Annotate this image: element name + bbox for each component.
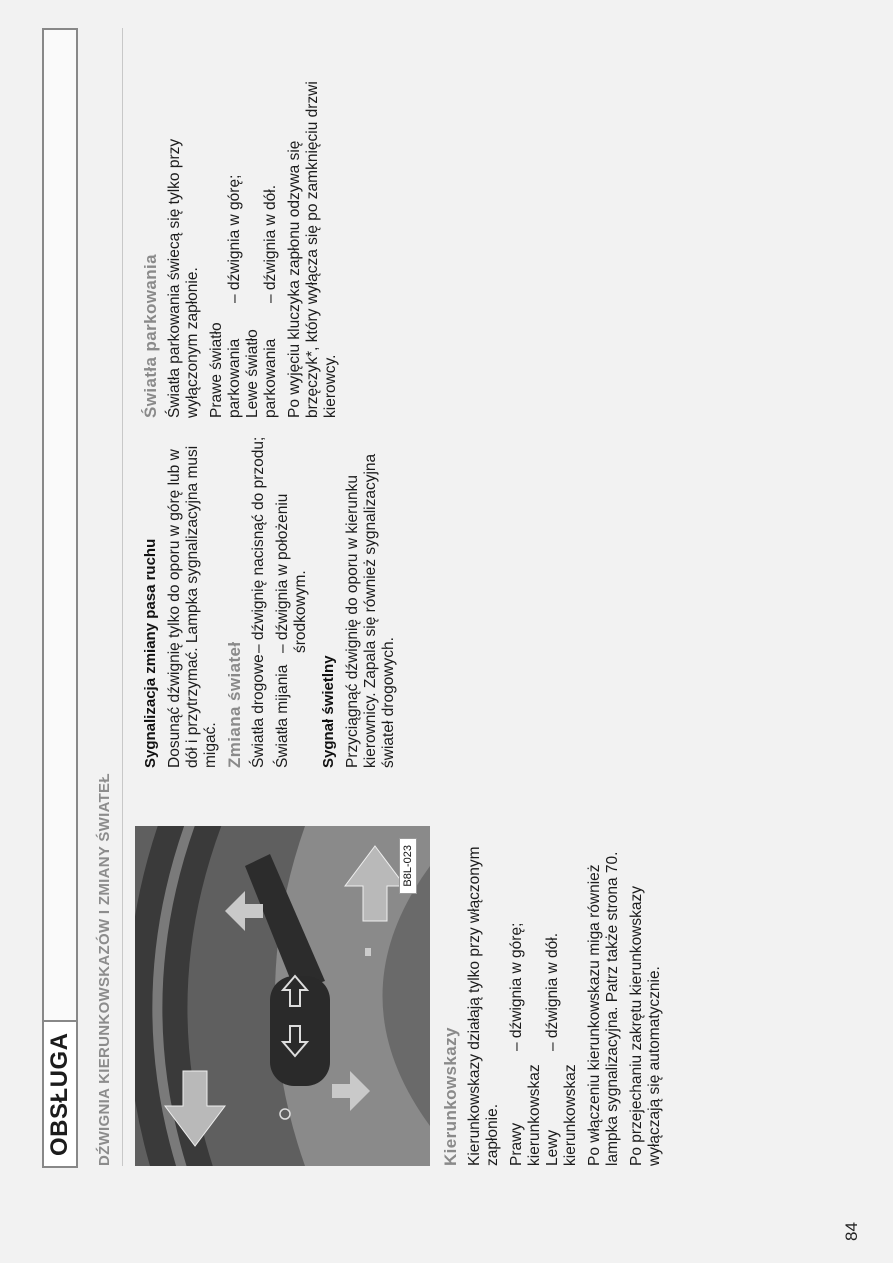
lever-illustration bbox=[135, 826, 430, 1166]
paragraph: Po włączeniu kierunkowskazu miga również lampka sygnalizacyjna. Patrz także strona 70. bbox=[586, 851, 621, 1166]
row-value: – dźwignię nacisnąć do przodu; bbox=[250, 436, 267, 653]
paragraph: Po przejechaniu zakrętu kierunkowskazy wyłączają się automatycznie. bbox=[628, 886, 663, 1166]
row-key: Lewe światło parkowania bbox=[244, 329, 279, 418]
row-key: Światła mijania bbox=[274, 664, 291, 768]
paragraph: Światła parkowania świecą się tylko przy wyłączonym zapłonie. bbox=[166, 138, 201, 418]
heading-swiatla-parkowania: Światła parkowania bbox=[141, 253, 160, 418]
table-row bbox=[208, 78, 244, 418]
column-swiatla-parkowania bbox=[142, 78, 346, 418]
row-value: – dźwignia w położeniu środkowym. bbox=[274, 493, 309, 653]
paragraph: Dosunąć dźwignię tylko do oporu w górę lub w dół i przytrzymać. Lampka sygnalizacyjna musi migać. bbox=[166, 445, 219, 768]
row-key: Światła drogowe bbox=[250, 654, 267, 768]
heading-sygnalizacja: Sygnalizacja zmiany pasa ruchu bbox=[142, 538, 159, 768]
heading-sygnal-swietlny: Sygnał świetlny bbox=[320, 655, 337, 768]
section-divider bbox=[122, 28, 123, 1166]
lever-photo bbox=[135, 826, 430, 1166]
row-value: – dźwignia w górę; bbox=[508, 922, 525, 1051]
row-key: Prawe światło parkowania bbox=[208, 322, 243, 418]
paragraph: Przyciągnąć dźwignię do oporu w kierunku kierownicy. Zapala się również sygnalizacyjna świateł drogowych. bbox=[344, 453, 397, 768]
table-row bbox=[250, 433, 268, 768]
row-key: Prawy kierunkowskaz bbox=[508, 1064, 543, 1166]
heading-kierunkowskazy: Kierunkowskazy bbox=[441, 1027, 460, 1166]
row-value: – dźwignia w górę; bbox=[226, 174, 243, 303]
table-row bbox=[544, 821, 580, 1166]
row-value: – dźwignia w dół. bbox=[544, 932, 561, 1051]
table-row bbox=[508, 821, 544, 1166]
column-kierunkowskazy bbox=[442, 821, 670, 1166]
paragraph: Po wyjęciu kluczyka zapłonu odzywa się brzęczyk*, który wyłącza się po zamknięciu drzwi kierowcy. bbox=[286, 81, 339, 418]
section-title: DŹWIGNIA KIERUNKOWSKAZÓW I ZMIANY ŚWIATEŁ bbox=[96, 773, 113, 1166]
header-title: OBSŁUGA bbox=[44, 1021, 76, 1167]
page-number: 84 bbox=[842, 1222, 861, 1241]
column-sygnalizacja bbox=[142, 433, 404, 768]
photo-code-label: B8L-023 bbox=[399, 838, 417, 894]
row-value: – dźwignia w dół. bbox=[262, 184, 279, 303]
table-row bbox=[274, 433, 310, 768]
table-row bbox=[244, 78, 280, 418]
paragraph: Kierunkowskazy działają tylko przy włączonym zapłonie. bbox=[466, 846, 501, 1166]
row-key: Lewy kierunkowskaz bbox=[544, 1064, 579, 1166]
header-box bbox=[42, 28, 78, 1168]
heading-zmiana-swiatel: Zmiana świateł bbox=[225, 641, 244, 768]
